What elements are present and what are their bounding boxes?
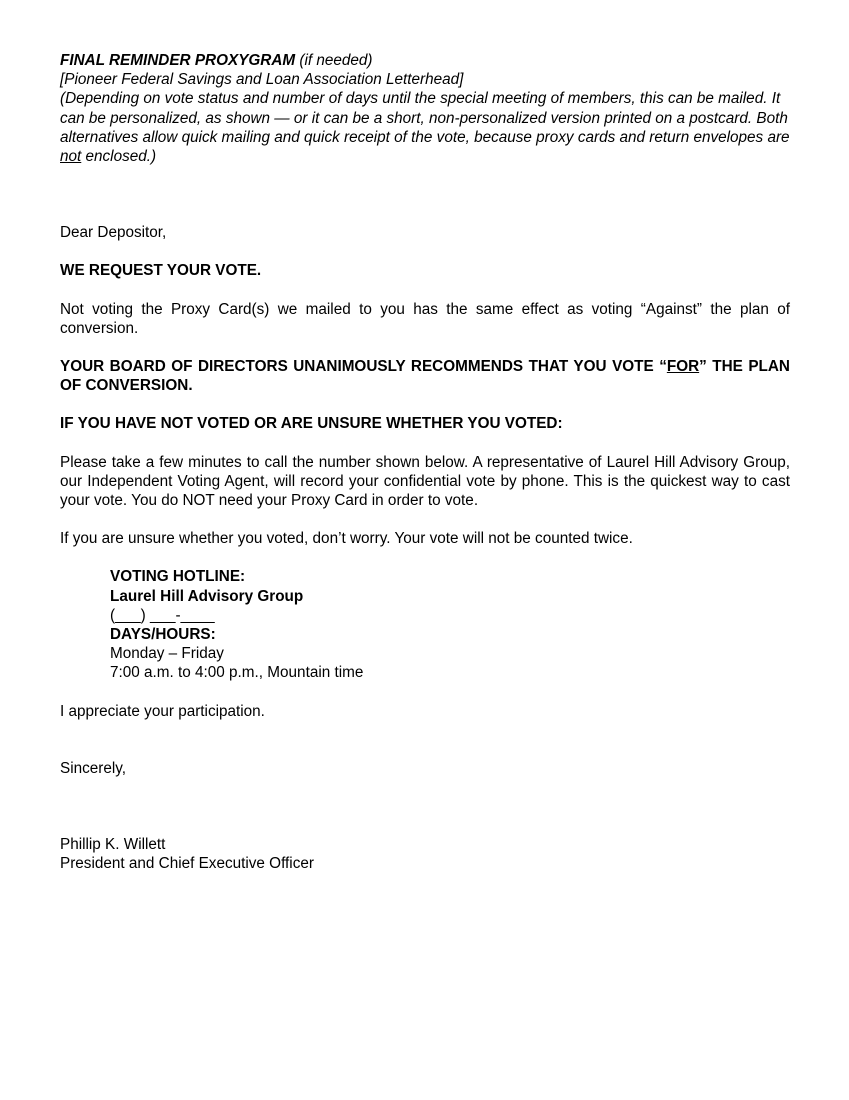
- mailing-note-end: enclosed.): [85, 148, 157, 166]
- voting-hotline-block: [110, 567, 790, 682]
- proxygram-title: FINAL REMINDER PROXYGRAM: [60, 52, 296, 69]
- unsure-heading: IF YOU HAVE NOT VOTED OR ARE UNSURE WHETHER YOU VOTED:: [60, 415, 563, 433]
- request-heading: WE REQUEST YOUR VOTE.: [60, 262, 262, 280]
- proxygram-title-suffix: (if needed): [299, 52, 373, 69]
- hotline-phone: (___) ___-____: [110, 606, 215, 624]
- hotline-label: VOTING HOTLINE:: [110, 568, 246, 586]
- call-paragraph: Please take a few minutes to call the number shown below. A representative of Laurel Hill Advisory Group, our Independent Voting Agent, will record your confidential vote by phone. This is the quickest way to cast your vote. You do NOT need your Proxy Card in order to vote.: [60, 453, 790, 510]
- closing: Sincerely,: [60, 759, 127, 777]
- salutation: Dear Depositor,: [60, 224, 167, 242]
- board-recommendation-end: ” THE PLAN OF CONVERSION.: [60, 358, 790, 395]
- signer-name: Phillip K. Willett: [60, 836, 166, 854]
- board-recommendation-for: FOR: [666, 358, 700, 376]
- appreciation-line: I appreciate your participation.: [60, 702, 265, 720]
- mailing-note-text: (Depending on vote status and number of days until the special meeting of members, this can be mailed. It can be personalized, as shown — or it can be a short, non-personalized version printed on a postcard. Both alternatives allow quick mailing and quick receipt of the vote, because proxy cards and return envelopes are: [60, 90, 790, 146]
- letterhead-placeholder: [Pioneer Federal Savings and Loan Association Letterhead]: [60, 71, 464, 89]
- not-voting-paragraph: Not voting the Proxy Card(s) we mailed to you has the same effect as voting “Against” the plan of conversion.: [60, 300, 790, 337]
- signer-title: President and Chief Executive Officer: [60, 855, 314, 873]
- proxygram-title-line: [60, 51, 790, 70]
- letter-page: [60, 51, 790, 873]
- days-hours-label: DAYS/HOURS:: [110, 626, 216, 644]
- hotline-days: Monday – Friday: [110, 645, 224, 663]
- board-recommendation-text: YOUR BOARD OF DIRECTORS UNANIMOUSLY RECOMMENDS THAT YOU VOTE “: [60, 358, 667, 376]
- mailing-note: [60, 89, 790, 166]
- mailing-note-underlined: not: [60, 148, 82, 166]
- hotline-agent: Laurel Hill Advisory Group: [110, 587, 304, 605]
- hotline-hours: 7:00 a.m. to 4:00 p.m., Mountain time: [110, 664, 364, 682]
- board-recommendation: [60, 357, 790, 395]
- instruction-header: [60, 51, 790, 166]
- unsure-paragraph: If you are unsure whether you voted, don’t worry. Your vote will not be counted twice.: [60, 530, 633, 548]
